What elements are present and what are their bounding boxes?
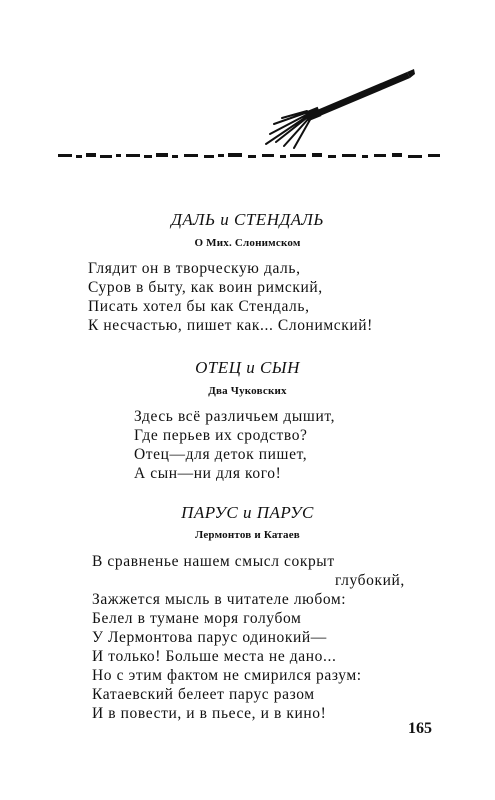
poem-subtitle: Два Чуковских — [208, 385, 287, 397]
poem-line: Катаевский белеет парус разом — [92, 686, 315, 703]
poem-line: Но с этим фактом не смирился разум: — [92, 667, 362, 684]
decorative-rule — [58, 150, 443, 162]
poem-line: И только! Больше места не дано... — [92, 648, 337, 665]
poem-line: Зажжется мысль в читателе любом: — [92, 591, 347, 608]
poem-line: В сравненье нашем смысл сокрыт — [92, 553, 335, 570]
poem-line: Белел в тумане моря голубом — [92, 610, 302, 627]
paintbrush-icon — [262, 62, 422, 152]
poem-line: Писать хотел бы как Стендаль, — [88, 298, 310, 315]
poem-line: К несчастью, пишет как... Слонимский! — [88, 317, 373, 334]
poem-title: ПАРУС и ПАРУС — [181, 503, 314, 522]
poem-line: глубокий, — [335, 572, 405, 589]
poem-subtitle: Лермонтов и Катаев — [195, 529, 300, 541]
poem-line: Отец—для деток пишет, — [134, 446, 308, 463]
poem-line: А сын—ни для кого! — [134, 465, 282, 482]
page-number: 165 — [408, 720, 432, 737]
poem-line: И в повести, и в пьесе, и в кино! — [92, 705, 327, 722]
poem-title: ОТЕЦ и СЫН — [195, 358, 300, 377]
poem-line: Где перьев их сродство? — [134, 427, 308, 444]
poem-line: Суров в быту, как воин римский, — [88, 279, 323, 296]
poem-line: Глядит он в творческую даль, — [88, 260, 301, 277]
poem-subtitle: О Мих. Слонимском — [194, 237, 301, 249]
poem-line: У Лермонтова парус одинокий— — [92, 629, 327, 646]
poem-line: Здесь всё различьем дышит, — [134, 408, 336, 425]
poem-title: ДАЛЬ и СТЕНДАЛЬ — [171, 210, 324, 229]
